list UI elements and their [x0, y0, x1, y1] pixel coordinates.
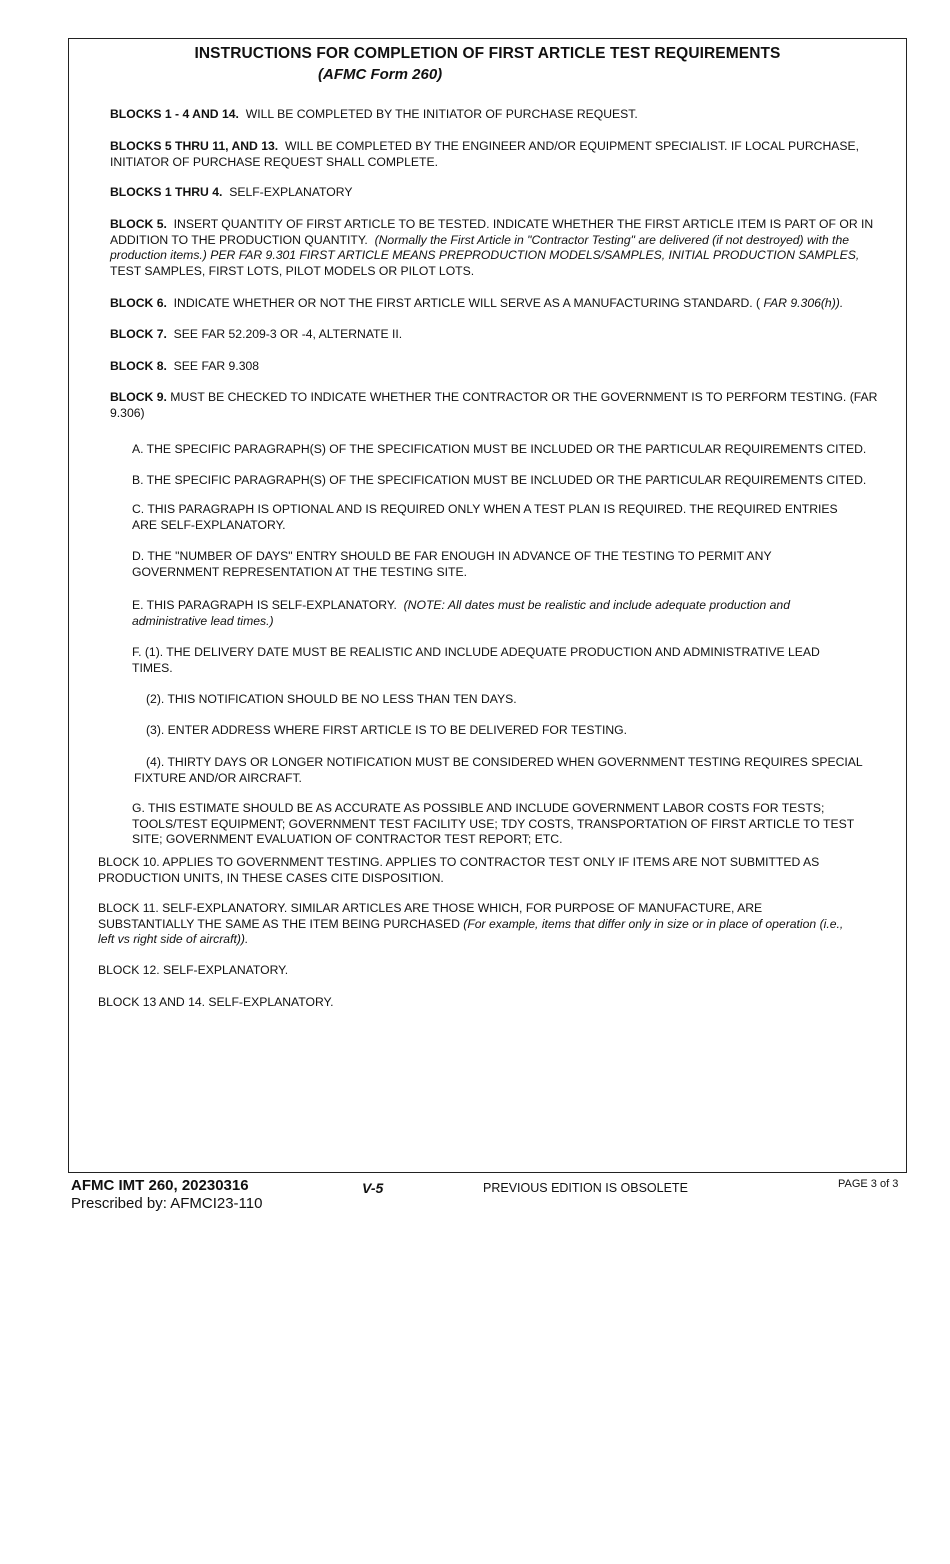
block-9-item-f1: [132, 645, 820, 676]
block-text: MUST BE CHECKED TO INDICATE WHETHER THE CONTRACTOR OR THE GOVERNMENT IS TO PERFORM TESTING. (FAR: [170, 390, 878, 404]
block-note: (Normally the First Article in "Contractor Testing" are delivered (if not destroyed) with the: [374, 232, 850, 247]
block-text: BLOCK 11. SELF-EXPLANATORY. SIMILAR ARTICLES ARE THOSE WHICH, FOR PURPOSE OF MANUFACTURE, ARE: [98, 901, 763, 915]
block-9-item-d: [132, 549, 772, 580]
block-text: INITIATOR OF PURCHASE REQUEST SHALL COMPLETE.: [110, 154, 438, 169]
block-9-item-a: A. THE SPECIFIC PARAGRAPH(S) OF THE SPECIFICATION MUST BE INCLUDED OR THE PARTICULAR REQUIREMENTS CITED.: [132, 442, 867, 456]
block-text: 9.306): [110, 405, 145, 420]
block-label: BLOCK 9.: [110, 390, 167, 404]
block-note: production items.) PER FAR 9.301 FIRST ARTICLE MEANS PREPRODUCTION MODELS/SAMPLES, INITIAL PRODUCTION SAMPLES,: [110, 248, 860, 262]
block-9-item-f2: (2). THIS NOTIFICATION SHOULD BE NO LESS THAN TEN DAYS.: [146, 692, 517, 706]
instruction-block-6: [110, 296, 843, 312]
item-text: TIMES.: [132, 660, 173, 675]
item-note: administrative lead times.): [132, 613, 274, 628]
block-text: WILL BE COMPLETED BY THE ENGINEER AND/OR EQUIPMENT SPECIALIST. IF LOCAL PURCHASE,: [284, 139, 860, 153]
block-text: PRODUCTION UNITS, IN THESE CASES CITE DISPOSITION.: [98, 870, 444, 885]
block-text: TEST SAMPLES, FIRST LOTS, PILOT MODELS OR PILOT LOTS.: [110, 263, 475, 278]
instruction-blocks-1-4: [110, 185, 352, 201]
form-version: V-5: [362, 1180, 384, 1196]
form-identifier: AFMC IMT 260, 20230316: [71, 1177, 249, 1194]
block-9-item-e: [132, 598, 790, 629]
item-text: C. THIS PARAGRAPH IS OPTIONAL AND IS REQUIRED ONLY WHEN A TEST PLAN IS REQUIRED. THE REQUIRED ENTRIES: [132, 502, 838, 516]
block-label: BLOCK 6.: [110, 296, 167, 310]
block-label: BLOCKS 1 - 4 AND 14.: [110, 107, 239, 121]
edition-note: PREVIOUS EDITION IS OBSOLETE: [483, 1181, 688, 1195]
block-text: SELF-EXPLANATORY: [229, 185, 353, 199]
block-9-item-g: [132, 801, 854, 848]
item-text: E. THIS PARAGRAPH IS SELF-EXPLANATORY.: [132, 598, 397, 612]
item-text: FIXTURE AND/OR AIRCRAFT.: [134, 770, 302, 785]
block-label: BLOCKS 5 THRU 11, AND 13.: [110, 139, 279, 153]
block-text: WILL BE COMPLETED BY THE INITIATOR OF PURCHASE REQUEST.: [245, 107, 638, 121]
page-subtitle: (AFMC Form 260): [318, 66, 443, 83]
page-title: INSTRUCTIONS FOR COMPLETION OF FIRST ARTICLE TEST REQUIREMENTS: [194, 45, 781, 62]
instruction-block-11: [98, 901, 843, 948]
instruction-block-9: [110, 390, 877, 421]
block-text: SEE FAR 9.308: [173, 359, 260, 373]
block-text: ADDITION TO THE PRODUCTION QUANTITY.: [110, 232, 368, 247]
block-9-item-b: B. THE SPECIFIC PARAGRAPH(S) OF THE SPECIFICATION MUST BE INCLUDED OR THE PARTICULAR REQUIREMENTS CITED.: [132, 473, 867, 487]
item-text: SITE; GOVERNMENT EVALUATION OF CONTRACTOR TEST REPORT; ETC.: [132, 832, 563, 846]
instruction-blocks-1-4-14: [110, 107, 638, 123]
item-text: (4). THIRTY DAYS OR LONGER NOTIFICATION MUST BE CONSIDERED WHEN GOVERNMENT TESTING REQUIRES SPECIAL: [146, 755, 863, 769]
item-text: G. THIS ESTIMATE SHOULD BE AS ACCURATE AS POSSIBLE AND INCLUDE GOVERNMENT LABOR COSTS FOR TESTS;: [132, 801, 825, 815]
instruction-block-13-14: BLOCK 13 AND 14. SELF-EXPLANATORY.: [98, 995, 334, 1009]
block-label: BLOCKS 1 THRU 4.: [110, 185, 223, 199]
block-text: INSERT QUANTITY OF FIRST ARTICLE TO BE TESTED. INDICATE WHETHER THE FIRST ARTICLE ITEM IS PART OF OR IN: [173, 217, 874, 231]
item-text: D. THE "NUMBER OF DAYS" ENTRY SHOULD BE FAR ENOUGH IN ADVANCE OF THE TESTING TO PERMIT ANY: [132, 549, 772, 563]
block-note: (For example, items that differ only in size or in place of operation (i.e.,: [463, 916, 844, 931]
item-note: (NOTE: All dates must be realistic and include adequate production and: [403, 598, 790, 612]
instruction-block-5: [110, 217, 873, 279]
block-note: FAR 9.306(h)).: [763, 296, 844, 310]
item-text: ARE SELF-EXPLANATORY.: [132, 517, 286, 532]
item-text: F. (1). THE DELIVERY DATE MUST BE REALISTIC AND INCLUDE ADEQUATE PRODUCTION AND ADMINISTRATIVE LEAD: [132, 645, 820, 659]
block-text: SEE FAR 52.209-3 OR -4, ALTERNATE II.: [173, 327, 403, 341]
block-9-item-c: [132, 502, 838, 533]
block-9-item-f3: (3). ENTER ADDRESS WHERE FIRST ARTICLE IS TO BE DELIVERED FOR TESTING.: [146, 723, 628, 737]
instruction-blocks-5-11-13: [110, 139, 859, 170]
instruction-block-8: [110, 359, 259, 375]
instruction-block-7: [110, 327, 402, 343]
block-label: BLOCK 7.: [110, 327, 167, 341]
instruction-block-10: [98, 855, 819, 886]
block-label: BLOCK 5.: [110, 217, 167, 231]
instruction-block-12: BLOCK 12. SELF-EXPLANATORY.: [98, 963, 289, 977]
block-label: BLOCK 8.: [110, 359, 167, 373]
block-text: INDICATE WHETHER OR NOT THE FIRST ARTICLE WILL SERVE AS A MANUFACTURING STANDARD. (: [173, 296, 761, 310]
prescribed-by: Prescribed by: AFMCI23-110: [71, 1195, 263, 1212]
item-text: TOOLS/TEST EQUIPMENT; GOVERNMENT TEST FACILITY USE; TDY COSTS, TRANSPORTATION OF FIRST ARTICLE TO TEST: [132, 816, 855, 831]
block-text: BLOCK 10. APPLIES TO GOVERNMENT TESTING. APPLIES TO CONTRACTOR TEST ONLY IF ITEMS ARE NOT SUBMITTED AS: [98, 855, 820, 869]
block-note: left vs right side of aircraft)).: [98, 932, 249, 946]
block-9-item-f4: [134, 755, 863, 786]
block-text: SUBSTANTIALLY THE SAME AS THE ITEM BEING PURCHASED: [98, 916, 460, 931]
page-number: PAGE 3 of 3: [838, 1178, 899, 1190]
item-text: GOVERNMENT REPRESENTATION AT THE TESTING SITE.: [132, 564, 467, 579]
